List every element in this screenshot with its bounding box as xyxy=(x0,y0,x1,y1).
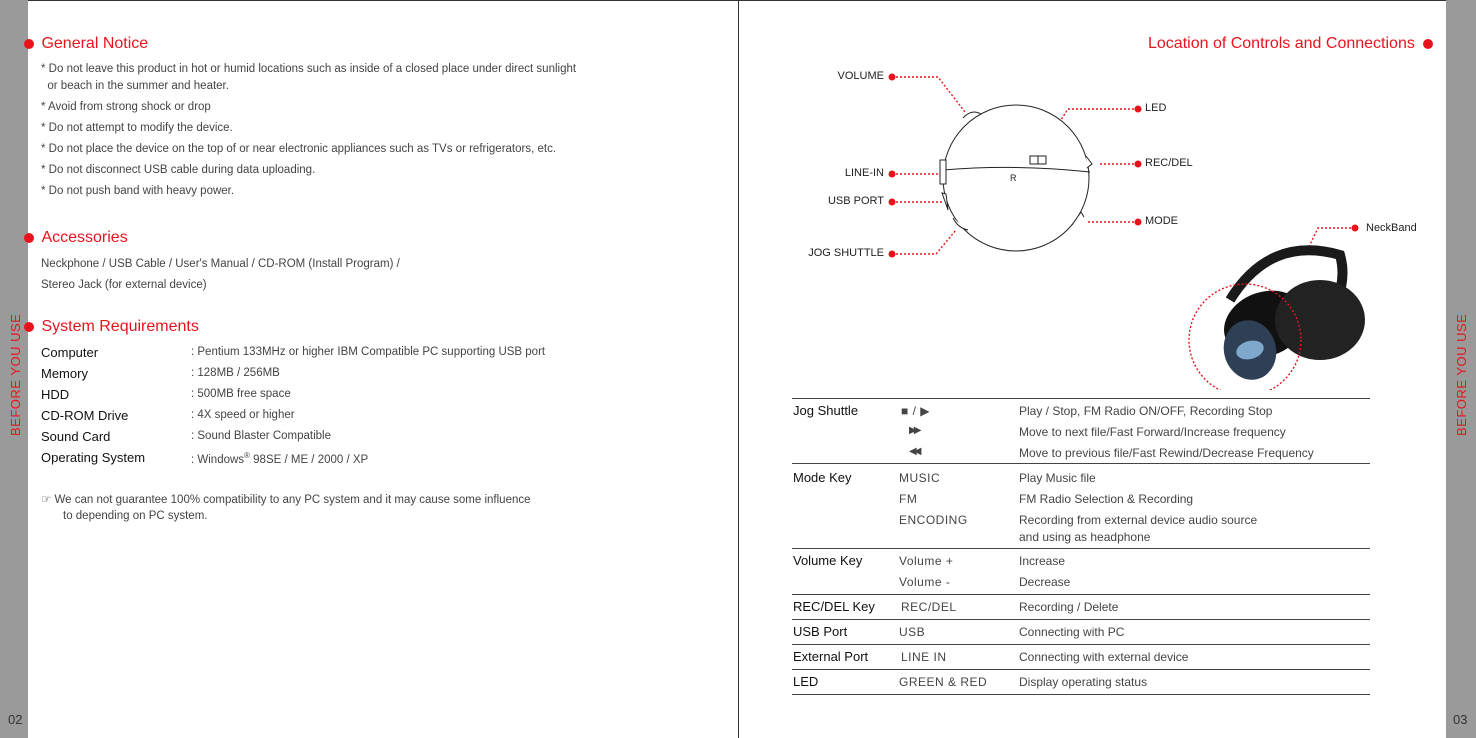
req-label-memory: Memory xyxy=(41,366,88,381)
row-key-mode: Mode Key xyxy=(793,470,852,485)
req-label-computer: Computer xyxy=(41,345,99,360)
earpiece-front xyxy=(1275,280,1365,360)
device-diagram xyxy=(760,60,1440,390)
fast-forward-icon: ▶▶ xyxy=(909,425,919,436)
rewind-icon: ◀◀ xyxy=(909,446,919,457)
dot-line-in xyxy=(889,171,896,178)
row-mid: Volume - xyxy=(899,575,951,589)
accessories-heading xyxy=(24,229,128,247)
left-side-label: BEFORE YOU USE xyxy=(8,313,23,436)
req-value-hdd: : 500MB free space xyxy=(191,388,291,400)
notice-line: * Do not place the device on the top of or near electronic appliances such as TVs or refrigerators, etc. xyxy=(41,143,557,155)
req-value-cdrom: : 4X speed or higher xyxy=(191,409,295,421)
label-neckband: NeckBand xyxy=(1366,222,1417,234)
table-rule xyxy=(792,694,1370,695)
table-rule xyxy=(792,398,1370,399)
jog-play-stop-icon: ■ / ▶ xyxy=(901,404,930,418)
accessories-line: Neckphone / USB Cable / User's Manual / CD-ROM (Install Program) / xyxy=(41,258,400,270)
rec-del-button xyxy=(1086,156,1092,168)
req-value-computer: : Pentium 133MHz or higher IBM Compatible PC supporting USB port xyxy=(191,346,546,358)
req-value-os xyxy=(191,451,368,466)
row-key-jog-shuttle: Jog Shuttle xyxy=(793,403,859,418)
location-controls-title: Location of Controls and Connections xyxy=(1148,35,1415,52)
bullet-dot-icon xyxy=(24,233,34,243)
row-mid: FM xyxy=(899,492,918,506)
row-desc: Connecting with external device xyxy=(1019,650,1189,664)
page-divider xyxy=(738,0,739,738)
table-rule xyxy=(792,548,1370,549)
row-mid: Volume + xyxy=(899,554,954,568)
notice-line: * Avoid from strong shock or drop xyxy=(41,101,211,113)
req-label-hdd: HDD xyxy=(41,387,70,402)
table-rule xyxy=(792,644,1370,645)
registered-mark: ® xyxy=(244,451,250,460)
notice-line: * Do not push band with heavy power. xyxy=(41,185,235,197)
notice-line: * Do not attempt to modify the device. xyxy=(41,122,233,134)
row-desc: Recording from external device audio source xyxy=(1019,513,1258,527)
table-rule xyxy=(792,619,1370,620)
label-usb-port: USB PORT xyxy=(827,195,884,207)
req-value-soundcard: : Sound Blaster Compatible xyxy=(191,430,331,442)
os-value-prefix: : Windows xyxy=(191,453,245,466)
right-side-label: BEFORE YOU USE xyxy=(1454,313,1469,436)
row-desc: Increase xyxy=(1019,554,1066,568)
dot-rec-del xyxy=(1135,161,1142,168)
row-mid: LINE IN xyxy=(901,650,947,664)
os-value-suffix: 98SE / ME / 2000 / XP xyxy=(249,453,369,466)
row-mid: GREEN & RED xyxy=(899,675,988,689)
table-rule xyxy=(792,463,1370,464)
accessories-line: Stereo Jack (for external device) xyxy=(41,279,207,291)
dot-volume xyxy=(889,74,896,81)
bullet-dot-icon xyxy=(24,39,34,49)
neckband-product-image xyxy=(1189,250,1365,390)
compatibility-note-cont: to depending on PC system. xyxy=(63,510,208,522)
row-desc: Connecting with PC xyxy=(1019,625,1125,639)
dot-usb-port xyxy=(889,199,896,206)
row-desc: Move to previous file/Fast Rewind/Decrease Frequency xyxy=(1019,446,1314,460)
row-mid: REC/DEL xyxy=(901,600,957,614)
location-controls-heading xyxy=(1148,35,1433,53)
notice-line: * Do not leave this product in hot or humid locations such as inside of a closed place under direct sunlight xyxy=(41,63,577,75)
label-volume: VOLUME xyxy=(837,70,884,82)
line-in-port xyxy=(940,160,946,184)
label-rec-del: REC/DEL xyxy=(1145,157,1193,169)
req-label-cdrom: CD-ROM Drive xyxy=(41,408,129,423)
row-desc-cont: and using as headphone xyxy=(1019,530,1151,544)
row-desc: Display operating status xyxy=(1019,675,1148,689)
dot-mode xyxy=(1135,219,1142,226)
label-line-in: LINE-IN xyxy=(844,167,884,179)
row-key-rec-del: REC/DEL Key xyxy=(793,599,875,614)
label-led: LED xyxy=(1145,102,1167,114)
row-key-external-port: External Port xyxy=(793,649,869,664)
row-key-usb-port: USB Port xyxy=(793,624,848,639)
table-rule xyxy=(792,669,1370,670)
row-desc: Recording / Delete xyxy=(1019,600,1119,614)
row-key-led: LED xyxy=(793,674,819,689)
device-mark: R xyxy=(1010,173,1017,183)
compatibility-note: ☞ We can not guarantee 100% compatibility to any PC system and it may cause some influence xyxy=(41,494,531,506)
system-requirements-title: System Requirements xyxy=(41,318,199,335)
dot-neckband xyxy=(1352,225,1359,232)
notice-line: * Do not disconnect USB cable during data uploading. xyxy=(41,164,316,176)
req-label-os: Operating System xyxy=(41,450,146,465)
row-desc: Move to next file/Fast Forward/Increase frequency xyxy=(1019,425,1286,439)
system-requirements-heading xyxy=(24,318,199,336)
dot-led xyxy=(1135,106,1142,113)
bullet-dot-icon xyxy=(1423,39,1433,49)
notice-line: or beach in the summer and heater. xyxy=(41,80,229,92)
label-jog-shuttle: JOG SHUTTLE xyxy=(808,247,884,259)
row-desc: Play / Stop, FM Radio ON/OFF, Recording Stop xyxy=(1019,404,1273,418)
general-notice-heading xyxy=(24,35,148,53)
accessories-title: Accessories xyxy=(41,229,128,246)
general-notice-title: General Notice xyxy=(41,35,149,52)
row-mid: USB xyxy=(899,625,926,639)
label-mode: MODE xyxy=(1145,215,1178,227)
right-page-number: 03 xyxy=(1453,712,1468,727)
row-mid: ENCODING xyxy=(899,513,968,527)
req-value-memory: : 128MB / 256MB xyxy=(191,367,280,379)
row-desc: Play Music file xyxy=(1019,471,1096,485)
leader-jog-shuttle xyxy=(892,230,956,254)
left-page-number: 02 xyxy=(8,712,23,727)
row-desc: FM Radio Selection & Recording xyxy=(1019,492,1194,506)
leader-volume xyxy=(892,77,965,112)
row-desc: Decrease xyxy=(1019,575,1071,589)
row-key-volume: Volume Key xyxy=(793,553,863,568)
dot-jog-shuttle xyxy=(889,251,896,258)
top-border xyxy=(28,0,1446,1)
bullet-dot-icon xyxy=(24,322,34,332)
row-mid: MUSIC xyxy=(899,471,941,485)
req-label-soundcard: Sound Card xyxy=(41,429,111,444)
table-rule xyxy=(792,594,1370,595)
